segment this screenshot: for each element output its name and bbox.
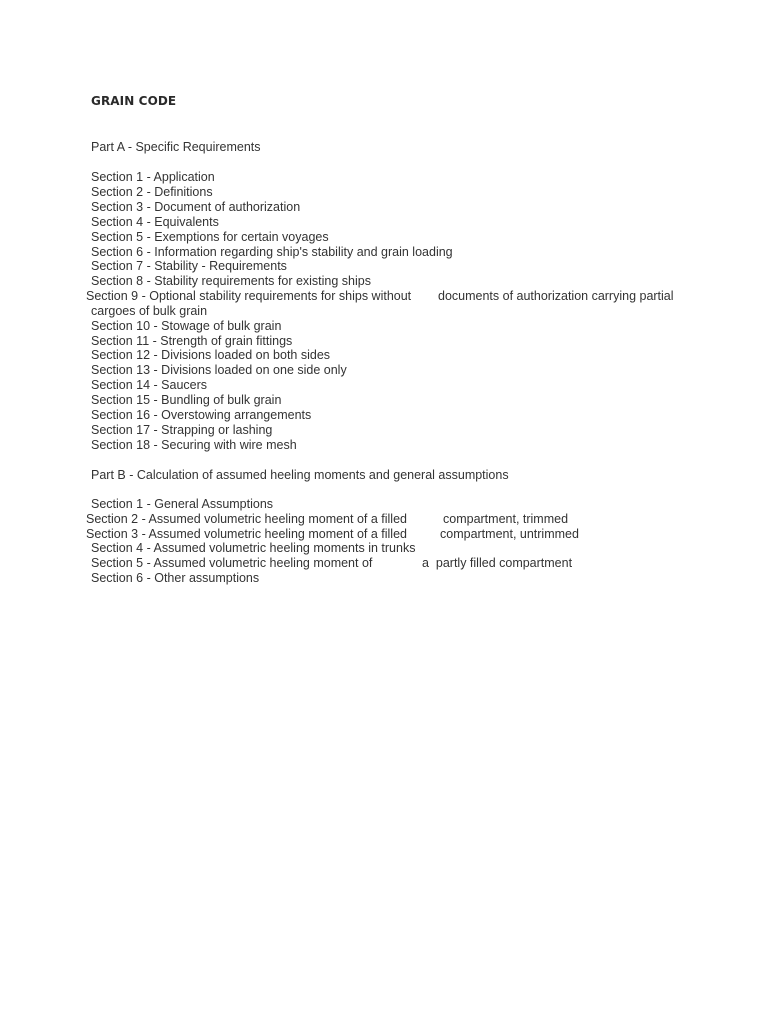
part-a-section-11: Section 11 - Strength of grain fittings (91, 334, 293, 348)
part-a-section-8: Section 8 - Stability requirements for existing ships (91, 274, 371, 288)
part-b-section-2-right: compartment, trimmed (443, 512, 569, 526)
part-b-section-3-right: compartment, untrimmed (440, 527, 579, 541)
part-b-section-5-right: a partly filled compartment (422, 556, 573, 570)
part-a-section-9-continuation: cargoes of bulk grain (91, 304, 208, 318)
part-a-section-1: Section 1 - Application (91, 170, 215, 184)
part-b-section-3 (86, 527, 686, 542)
part-a-section-14: Section 14 - Saucers (91, 378, 208, 392)
part-a-section-16: Section 16 - Overstowing arrangements (91, 408, 312, 422)
part-a-section-9-right: documents of authorization carrying partial (438, 289, 674, 303)
part-b-section-5 (91, 556, 691, 571)
part-a-section-4: Section 4 - Equivalents (91, 215, 219, 229)
part-a-section-13: Section 13 - Divisions loaded on one side only (91, 363, 347, 377)
part-a-section-17: Section 17 - Strapping or lashing (91, 423, 273, 437)
part-a-section-6: Section 6 - Information regarding ship's stability and grain loading (91, 245, 453, 259)
part-a-heading: Part A - Specific Requirements (91, 140, 261, 154)
part-b-heading: Part B - Calculation of assumed heeling moments and general assumptions (91, 468, 509, 482)
part-b-section-2-left: Section 2 - Assumed volumetric heeling moment of a filled (86, 512, 407, 526)
part-a-section-5: Section 5 - Exemptions for certain voyages (91, 230, 329, 244)
part-a-section-3: Section 3 - Document of authorization (91, 200, 301, 214)
part-a-section-10: Section 10 - Stowage of bulk grain (91, 319, 282, 333)
part-a-section-2: Section 2 - Definitions (91, 185, 213, 199)
document-title: GRAIN CODE (91, 94, 177, 108)
part-b-section-1: Section 1 - General Assumptions (91, 497, 274, 511)
part-b-section-3-left: Section 3 - Assumed volumetric heeling moment of a filled (86, 527, 407, 541)
part-a-section-9 (86, 289, 686, 304)
part-b-section-4: Section 4 - Assumed volumetric heeling moments in trunks (91, 541, 416, 555)
part-a-section-15: Section 15 - Bundling of bulk grain (91, 393, 282, 407)
part-b-section-6: Section 6 - Other assumptions (91, 571, 260, 585)
part-b-section-2 (86, 512, 686, 527)
part-a-section-12: Section 12 - Divisions loaded on both sides (91, 348, 331, 362)
part-a-section-9-left: Section 9 - Optional stability requirements for ships without (86, 289, 412, 303)
part-b-section-5-left: Section 5 - Assumed volumetric heeling moment of (91, 556, 373, 570)
part-a-section-7: Section 7 - Stability - Requirements (91, 259, 287, 273)
part-a-section-18: Section 18 - Securing with wire mesh (91, 438, 297, 452)
